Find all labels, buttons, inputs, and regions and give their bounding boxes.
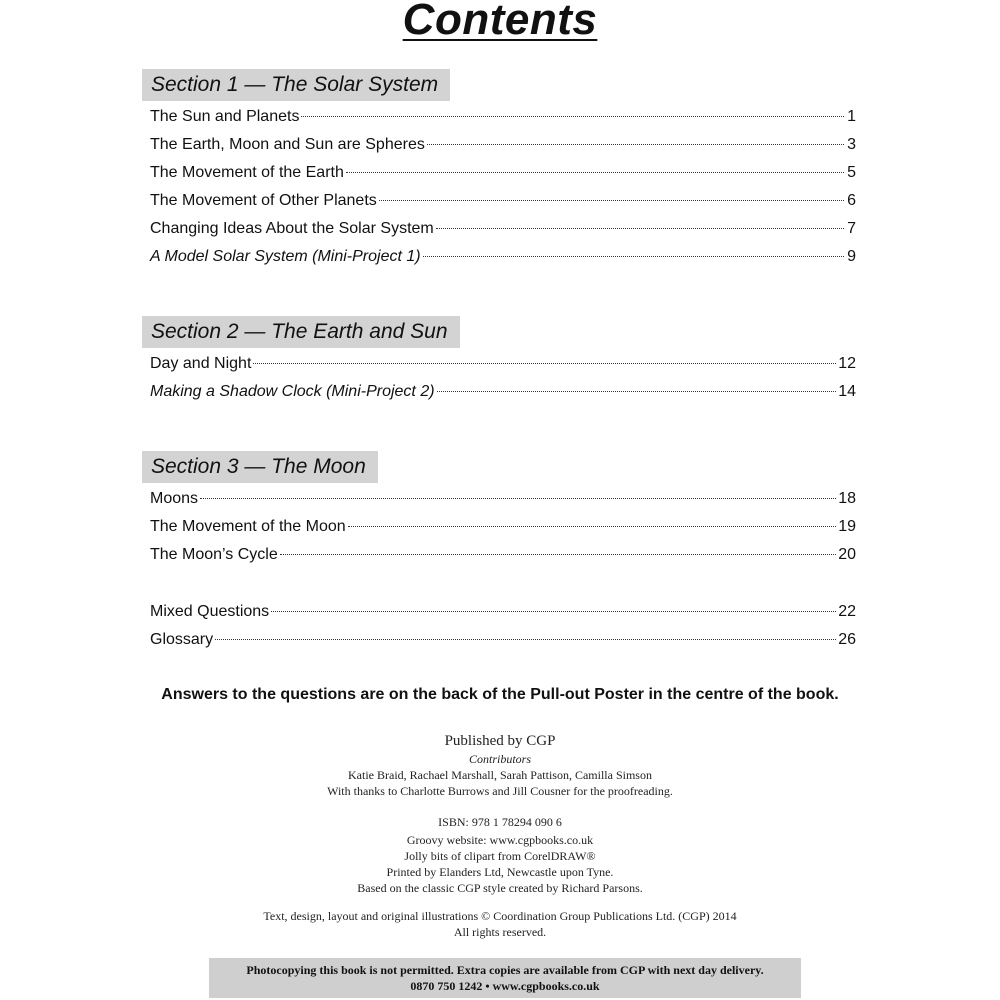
toc-entry-page: 20: [838, 546, 856, 563]
toc-entry-page: 1: [847, 108, 856, 125]
rights-line: All rights reserved.: [453, 925, 547, 939]
toc-entry[interactable]: [150, 350, 856, 378]
toc-entry[interactable]: [150, 626, 856, 654]
toc-entry-label: The Movement of the Moon: [150, 518, 346, 535]
toc-list: [150, 598, 856, 654]
answers-note: Answers to the questions are on the back of the Pull-out Poster in the centre of the book.: [161, 686, 839, 703]
credits-block: [0, 731, 1000, 799]
contributors: Katie Braid, Rachael Marshall, Sarah Pattison, Camilla Simson: [348, 768, 652, 782]
dot-leader: [346, 172, 844, 173]
printed-line: Printed by Elanders Ltd, Newcastle upon Tyne.: [386, 865, 614, 879]
toc-entry-page: 7: [847, 220, 856, 237]
toc-entry-label: Glossary: [150, 631, 214, 648]
toc-entry-page: 18: [838, 490, 856, 507]
toc-entry-page: 19: [838, 518, 856, 535]
toc-entry-label: Day and Night: [150, 355, 252, 372]
toc-entry[interactable]: [150, 103, 856, 131]
toc-entry-label: The Movement of Other Planets: [150, 192, 377, 209]
section-heading: Section 2 — The Earth and Sun: [142, 316, 460, 348]
dot-leader: [379, 200, 844, 201]
clipart-line: Jolly bits of clipart from CorelDRAW®: [404, 849, 596, 863]
toc-entry-page: 5: [847, 164, 856, 181]
toc-entry-page: 9: [847, 248, 856, 265]
toc-entry[interactable]: [150, 541, 856, 569]
toc-entry[interactable]: [150, 485, 856, 513]
toc-entry[interactable]: [150, 131, 856, 159]
extras-section: [142, 598, 856, 654]
toc-entry-label: The Moon’s Cycle: [150, 546, 278, 563]
toc-entry[interactable]: [150, 513, 856, 541]
toc-entry-page: 26: [838, 631, 856, 648]
toc-list: [150, 485, 856, 569]
dot-leader: [271, 611, 836, 612]
contact-line: 0870 750 1242 • www.cgpbooks.co.uk: [410, 979, 600, 993]
toc-entry-page: 12: [838, 355, 856, 372]
isbn: ISBN: 978 1 78294 090 6: [438, 815, 562, 829]
dot-leader: [348, 526, 837, 527]
dot-leader: [436, 228, 844, 229]
copyright-line: Text, design, layout and original illustrations © Coordination Group Publications Ltd. (CGP) 2014: [263, 909, 737, 923]
copyright-block: [0, 908, 1000, 940]
toc-entry[interactable]: [150, 598, 856, 626]
dot-leader: [437, 391, 837, 392]
dot-leader: [253, 363, 836, 364]
dot-leader: [427, 144, 844, 145]
based-on-line: Based on the classic CGP style created by Richard Parsons.: [357, 881, 643, 895]
dot-leader: [423, 256, 844, 257]
toc-entry-page: 22: [838, 603, 856, 620]
photocopy-notice: Photocopying this book is not permitted. Extra copies are available from CGP with next day delivery.: [246, 963, 764, 977]
page-title: Contents: [402, 0, 598, 44]
thanks-line: With thanks to Charlotte Burrows and Jill Cousner for the proofreading.: [327, 784, 673, 798]
toc-entry-label: The Movement of the Earth: [150, 164, 344, 181]
dot-leader: [280, 554, 836, 555]
toc-entry-page: 6: [847, 192, 856, 209]
toc-entry-label: The Sun and Planets: [150, 108, 300, 125]
section-heading: Section 1 — The Solar System: [142, 69, 450, 101]
publication-info: [0, 814, 1000, 896]
section-3: [142, 451, 856, 569]
section-2: [142, 316, 856, 406]
toc-entry-label: Moons: [150, 490, 199, 507]
toc-entry-label: The Earth, Moon and Sun are Spheres: [150, 136, 425, 153]
website-line: Groovy website: www.cgpbooks.co.uk: [406, 833, 594, 847]
section-1: [142, 69, 856, 271]
footer-bar: [209, 958, 801, 998]
toc-entry-label: Making a Shadow Clock (Mini-Project 2): [150, 383, 435, 400]
toc-list: [150, 350, 856, 406]
toc-entry-label: Mixed Questions: [150, 603, 270, 620]
toc-entry[interactable]: [150, 378, 856, 406]
contributors-heading: Contributors: [468, 752, 531, 766]
toc-entry[interactable]: [150, 159, 856, 187]
dot-leader: [200, 498, 836, 499]
toc-entry[interactable]: [150, 215, 856, 243]
toc-entry[interactable]: [150, 187, 856, 215]
section-heading: Section 3 — The Moon: [142, 451, 378, 483]
published-by: Published by CGP: [444, 733, 556, 749]
toc-list: [150, 103, 856, 271]
toc-entry-label: Changing Ideas About the Solar System: [150, 220, 434, 237]
dot-leader: [301, 116, 844, 117]
dot-leader: [215, 639, 836, 640]
toc-entry[interactable]: [150, 243, 856, 271]
toc-entry-label: A Model Solar System (Mini-Project 1): [150, 248, 421, 265]
toc-entry-page: 3: [847, 136, 856, 153]
toc-entry-page: 14: [838, 383, 856, 400]
